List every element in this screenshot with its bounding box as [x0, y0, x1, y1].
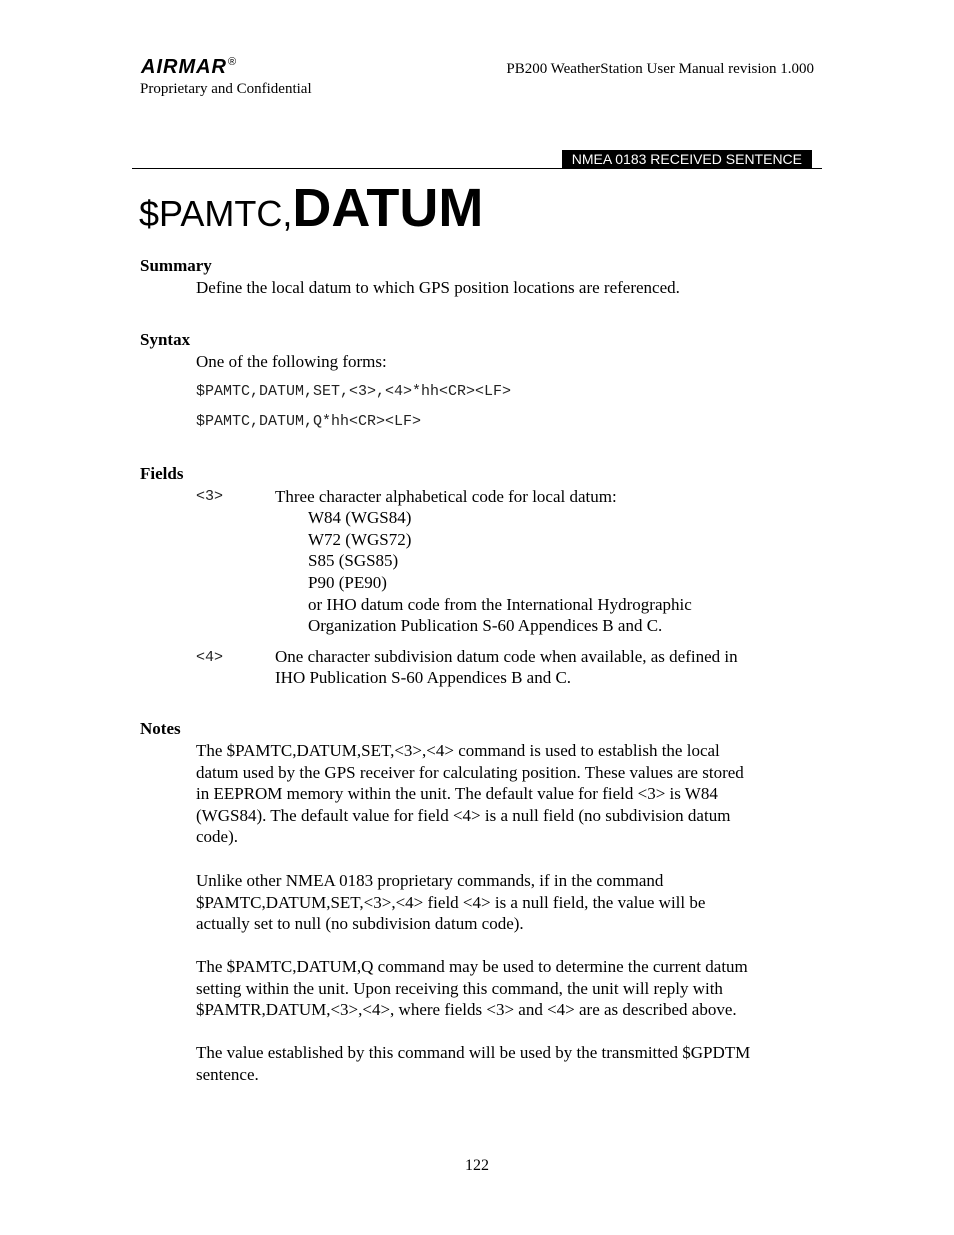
page-title	[139, 168, 483, 262]
notes-p3-line: The $PAMTC,DATUM,Q command may be used to determine the current datum	[196, 957, 748, 976]
notes-p1-line: datum used by the GPS receiver for calculating position. These values are stored	[196, 762, 744, 782]
document-title: PB200 WeatherStation User Manual revision 1.000	[506, 61, 814, 77]
title-main: DATUM	[292, 178, 484, 238]
syntax-form-set: $PAMTC,DATUM,SET,<3>,<4>*hh<CR><LF>	[196, 383, 512, 400]
field-4-desc-2: IHO Publication S-60 Appendices B and C.	[275, 668, 572, 687]
field-3-name: <3>	[196, 488, 224, 505]
brand-name: AIRMAR	[141, 56, 227, 78]
field-4-name: <4>	[196, 649, 224, 666]
notes-p4-line: The value established by this command will be used by the transmitted $GPDTM	[196, 1043, 751, 1062]
notes-heading: Notes	[140, 719, 181, 738]
registered-mark: ®	[228, 56, 238, 68]
field-3-code-s85: S85 (SGS85)	[308, 551, 399, 570]
notes-p4-line: sentence.	[196, 1064, 259, 1084]
confidentiality-note: Proprietary and Confidential	[140, 81, 312, 97]
section-tag: NMEA 0183 RECEIVED SENTENCE	[562, 150, 812, 169]
title-prefix: $PAMTC,	[139, 193, 293, 234]
field-3-desc: Three character alphabetical code for local datum:	[275, 487, 617, 506]
syntax-heading: Syntax	[140, 330, 191, 349]
page-number: 122	[465, 1157, 489, 1174]
summary-heading: Summary	[140, 256, 212, 275]
summary-text: Define the local datum to which GPS position locations are referenced.	[196, 278, 680, 297]
notes-p3-line: setting within the unit. Upon receiving this command, the unit will reply with	[196, 978, 723, 998]
field-3-code-p90: P90 (PE90)	[308, 573, 387, 592]
notes-p1-line: The $PAMTC,DATUM,SET,<3>,<4> command is used to establish the local	[196, 741, 720, 760]
brand-logo	[141, 56, 237, 79]
field-4-desc-1: One character subdivision datum code when available, as defined in	[275, 647, 738, 666]
syntax-form-query: $PAMTC,DATUM,Q*hh<CR><LF>	[196, 413, 422, 430]
syntax-intro: One of the following forms:	[196, 352, 387, 371]
field-3-extra-1: or IHO datum code from the International Hydrographic	[308, 595, 692, 614]
field-3-code-w72: W72 (WGS72)	[308, 530, 412, 549]
notes-p2-line: $PAMTC,DATUM,SET,<3>,<4> field <4> is a null field, the value will be	[196, 892, 706, 912]
field-3-extra-2: Organization Publication S-60 Appendices B and C.	[308, 616, 663, 635]
notes-p1-line: in EEPROM memory within the unit. The default value for field <3> is W84	[196, 784, 718, 804]
notes-p1-line: (WGS84). The default value for field <4> is a null field (no subdivision datum	[196, 805, 731, 825]
notes-p3-line: $PAMTR,DATUM,<3>,<4>, where fields <3> and <4> are as described above.	[196, 1000, 737, 1020]
notes-p2-line: actually set to null (no subdivision datum code).	[196, 914, 524, 934]
fields-heading: Fields	[140, 464, 184, 483]
notes-p2-line: Unlike other NMEA 0183 proprietary commands, if in the command	[196, 871, 664, 890]
notes-p1-line: code).	[196, 827, 239, 847]
field-3-code-w84: W84 (WGS84)	[308, 508, 412, 527]
